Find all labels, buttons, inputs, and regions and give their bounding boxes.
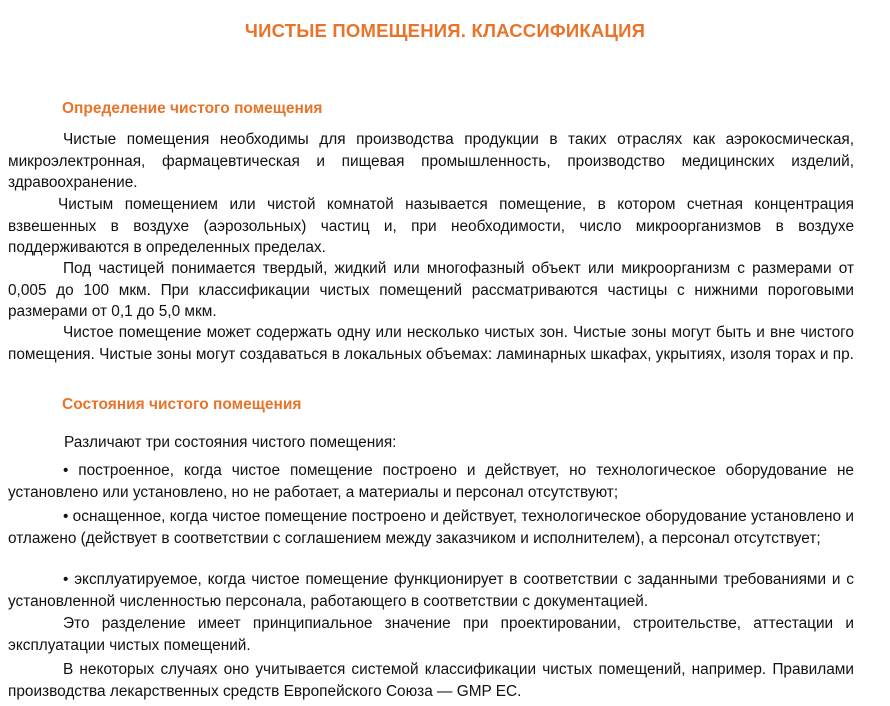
paragraph: Под частицей понимается твердый, жидкий или многофазный объект или микроорганизм с размерами от 0,005 до 100 мкм. При классификации чистых помещений рассматриваются частицы с нижними пороговыми размерами от 0,1 до 5,0 мкм. (8, 260, 854, 320)
list-item: • построенное, когда чистое помещение построено и действует, но технологическое оборудование не установлено или установлено, но не работает, а материалы и персонал отсутствуют; (8, 462, 854, 501)
paragraph: Чистые помещения необходимы для производства продукции в таких отраслях как аэрокосмическая, микроэлектронная, фармацевтическая и пищевая промышленность, производство медицинских изделий, здравоохранение. (8, 131, 854, 191)
page-title: ЧИСТЫЕ ПОМЕЩЕНИЯ. КЛАССИФИКАЦИЯ (244, 20, 646, 41)
list-item: • оснащенное, когда чистое помещение построено и действует, технологическое оборудование установлено и отлажено (действует в соответствии с соглашением между заказчиком и исполнителем), а персонал отсутствует; (8, 508, 854, 547)
paragraph: Чистым помещением или чистой комнатой называется помещение, в котором счетная концентрация взвешенных в воздухе (аэрозольных) частиц и, при необходимости, число микроорганизмов в воздухе поддерживаются в определенных пределах. (8, 196, 854, 256)
section-heading-definition: Определение чистого помещения (62, 100, 323, 117)
section-heading-states: Состояния чистого помещения (62, 396, 302, 413)
paragraph: Чистое помещение может содержать одну или несколько чистых зон. Чистые зоны могут быть и вне чистого помещения. Чистые зоны могут создаваться в локальных объемах: ламинарных шкафах, укрытиях, изоля торах и пр. (8, 324, 854, 363)
list-item: • эксплуатируемое, когда чистое помещение функционирует в соответствии с заданными требованиями и с установленной численностью персонала, работающего в соответствии с документацией. (8, 571, 854, 610)
paragraph: Это разделение имеет принципиальное значение при проектировании, строительстве, аттестации и эксплуатации чистых помещений. (8, 615, 854, 654)
paragraph: В некоторых случаях оно учитывается системой классификации чистых помещений, например. Правилами производства лекарственных средств Европейского Союза — GMP ЕС. (8, 661, 854, 700)
paragraph: Различают три состояния чистого помещения: (64, 434, 397, 451)
